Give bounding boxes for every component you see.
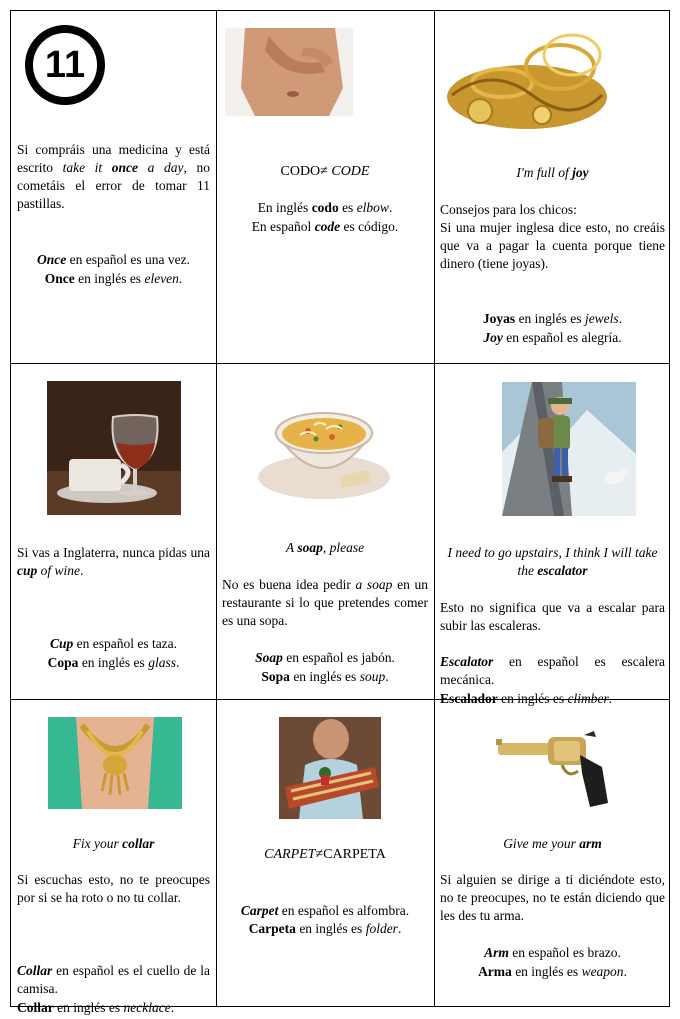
text: Collar <box>17 963 53 978</box>
text: of wine <box>37 563 80 578</box>
card-soap <box>216 363 434 699</box>
soap-title <box>222 539 428 557</box>
text: Joyas <box>482 311 516 326</box>
text: Give me your <box>503 836 580 851</box>
joy-line-2 <box>440 329 665 347</box>
arm-title <box>440 835 665 853</box>
text: . <box>80 563 84 578</box>
text: en inglés es <box>515 311 585 326</box>
text: collar <box>122 836 155 851</box>
text: Carpet <box>240 903 279 918</box>
text: eleven <box>144 271 179 286</box>
text: glass <box>148 655 176 670</box>
text: folder <box>365 921 398 936</box>
soap-line-2 <box>222 668 428 686</box>
text: En inglés <box>257 200 312 215</box>
text: Fix your <box>72 836 123 851</box>
text: Collar <box>17 1000 54 1015</box>
card-joy <box>434 11 671 363</box>
text: Copa <box>47 655 79 670</box>
cup-line-2 <box>17 654 210 672</box>
escalator-line-1 <box>440 653 665 689</box>
text: Sopa <box>261 669 290 684</box>
once-paragraph <box>17 141 210 213</box>
text: en un restaurante si lo que pretendes comer es una sopa. <box>222 577 428 628</box>
text: en español es el cuello de la camisa. <box>17 963 210 996</box>
escalator-title <box>440 544 665 580</box>
once-line-1 <box>17 251 210 269</box>
text: Arma <box>478 964 512 979</box>
text: cup <box>17 563 38 578</box>
text: . <box>608 691 613 706</box>
text: code <box>314 219 341 234</box>
text: A <box>285 540 298 555</box>
text: . <box>385 669 389 684</box>
revolver-photo <box>492 727 620 813</box>
text: en inglés es <box>53 1000 124 1015</box>
text: . <box>175 655 180 670</box>
text: elbow <box>356 200 389 215</box>
text: . <box>623 964 627 979</box>
text: a day <box>138 160 184 175</box>
text: en inglés es <box>78 655 149 670</box>
text: codo <box>311 200 339 215</box>
text: . <box>170 1000 175 1015</box>
text: necklace <box>123 1000 171 1015</box>
text: Consejos para los chicos: <box>440 202 577 217</box>
text: Si escuchas esto, no te preocupes por si se ha roto o no tu collar. <box>17 872 210 905</box>
text: I'm full of <box>516 165 573 180</box>
text: Si vas a Inglaterra, nunca pidas una <box>17 545 210 560</box>
text: en español es alfombra. <box>278 903 410 918</box>
text: es <box>338 200 357 215</box>
carpet-line-1 <box>222 902 428 920</box>
text: Once <box>44 271 75 286</box>
card-collar <box>11 699 216 1015</box>
text: a soap <box>355 577 393 592</box>
joy-paragraph-1 <box>440 201 665 219</box>
text: Escalador <box>440 691 498 706</box>
arm-paragraph <box>440 871 665 925</box>
joy-title <box>440 164 665 182</box>
text: weapon <box>581 964 624 979</box>
text: climber <box>567 691 609 706</box>
text: take it <box>62 160 112 175</box>
text: No es buena idea pedir <box>222 577 356 592</box>
codo-line-2 <box>222 218 428 236</box>
once-line-2 <box>17 270 210 288</box>
card-carpet <box>216 699 434 1008</box>
card-once <box>11 11 216 363</box>
codo-line-1 <box>222 199 428 217</box>
text: en español es una vez. <box>66 252 190 267</box>
text: en español es brazo. <box>508 945 621 960</box>
cup-and-wine-glass-photo <box>47 381 181 515</box>
text: Si alguien se dirige a ti diciéndote esto, no te preocupes, no te están diciendo que les des tu arma. <box>440 872 665 923</box>
text: , please <box>322 540 365 555</box>
text: en inglés es <box>497 691 568 706</box>
collar-line-1 <box>17 962 210 998</box>
text: , no cometáis el error de tomar 11 pastillas. <box>17 160 210 211</box>
arm-line-1 <box>440 944 665 962</box>
text: jewels <box>584 311 619 326</box>
joy-line-1 <box>440 310 665 328</box>
text: I need to go upstairs, I think I will take the <box>447 545 658 578</box>
card-codo <box>216 11 434 363</box>
hiker-on-escalator-illustration <box>502 382 636 516</box>
text: En español <box>251 219 315 234</box>
soap-line-1 <box>222 649 428 667</box>
gold-necklace-photo <box>48 717 182 809</box>
text: en inglés es <box>289 669 360 684</box>
card-arm <box>434 699 671 1008</box>
carpet-photo <box>279 717 381 819</box>
text: . <box>397 921 402 936</box>
soup-bowl-photo <box>256 393 392 503</box>
text: once <box>111 160 139 175</box>
codo-title <box>222 163 428 181</box>
cup-line-1 <box>17 635 210 653</box>
text: CARPET <box>264 847 316 862</box>
text: Esto no significa que va a escalar para subir las escaleras. <box>440 600 665 633</box>
carpet-title <box>222 846 428 864</box>
text: soap <box>297 540 323 555</box>
text: en español es escalera mecánica. <box>440 654 665 687</box>
text: Joy <box>483 330 503 345</box>
arm-line-2 <box>440 963 665 981</box>
carpet-line-2 <box>222 920 428 938</box>
text: CODO≠ <box>280 164 332 179</box>
text: . <box>178 271 183 286</box>
torso-photo <box>225 28 353 116</box>
text: ≠CARPETA <box>315 847 386 862</box>
soap-paragraph <box>222 576 428 630</box>
collar-title <box>17 835 210 853</box>
text: Si una mujer inglesa dice esto, no creáis que va a pagar la cuenta porque tiene dinero (tiene joyas). <box>440 220 665 271</box>
text: . <box>388 200 393 215</box>
text: joy <box>572 165 589 180</box>
text: Once <box>37 252 67 267</box>
number-badge <box>25 25 105 105</box>
text: Si compráis una medicina y está escrito <box>17 142 210 175</box>
text: Soap <box>255 650 283 665</box>
collar-line-2 <box>17 999 210 1017</box>
text: CODE <box>331 164 370 179</box>
text: en español es alegría. <box>502 330 622 345</box>
text: en inglés es <box>511 964 582 979</box>
text: . <box>618 311 623 326</box>
cup-paragraph <box>17 544 210 580</box>
escalator-paragraph <box>440 599 665 635</box>
text: Arm <box>484 945 509 960</box>
joy-paragraph-2 <box>440 219 665 273</box>
text: en inglés es <box>74 271 145 286</box>
card-cup <box>11 363 216 699</box>
badge-number: 11 <box>44 44 86 86</box>
text: arm <box>579 836 602 851</box>
text: en español es taza. <box>73 636 178 651</box>
text: Carpeta <box>248 921 296 936</box>
text: Cup <box>49 636 74 651</box>
text: en inglés es <box>295 921 366 936</box>
collar-paragraph <box>17 871 210 907</box>
false-friends-card-grid <box>10 10 670 1015</box>
gold-jewelry-photo <box>442 25 612 137</box>
text: en español es jabón. <box>282 650 395 665</box>
text: escalator <box>537 563 588 578</box>
text: Escalator <box>440 654 494 669</box>
card-escalator <box>434 363 671 706</box>
text: es código. <box>340 219 399 234</box>
text: soup <box>359 669 386 684</box>
